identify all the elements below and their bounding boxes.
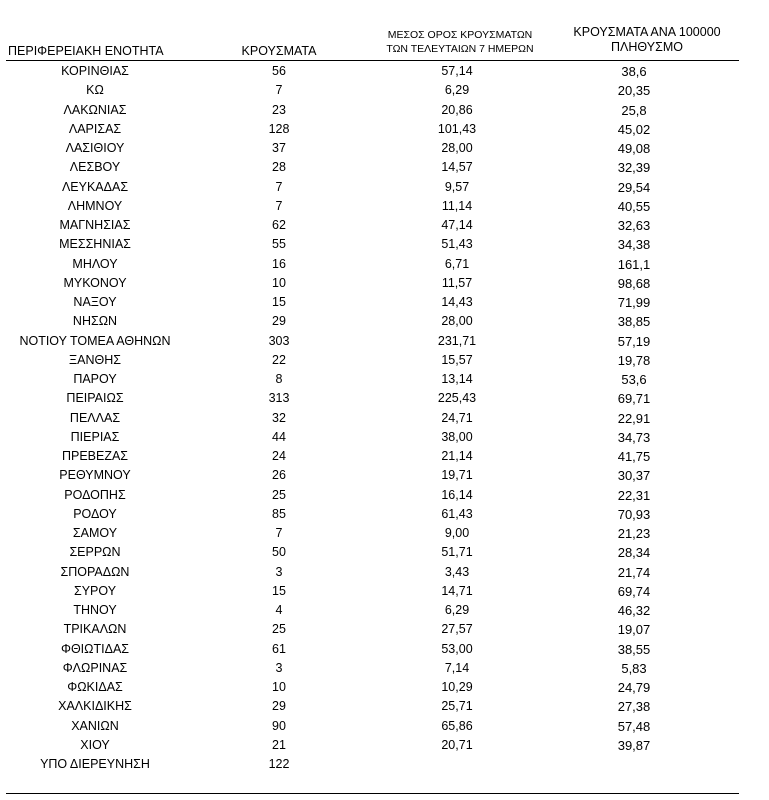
cell-avg-7-days: 101,43 bbox=[437, 121, 477, 136]
cell-avg-7-days: 20,71 bbox=[441, 737, 473, 752]
cell-cases: 21 bbox=[272, 737, 286, 752]
table-row bbox=[0, 736, 769, 755]
cell-cases: 16 bbox=[272, 256, 286, 271]
cell-region: ΣΑΜΟΥ bbox=[72, 526, 118, 540]
cell-region: ΞΑΝΘΗΣ bbox=[69, 352, 121, 367]
cell-per-100k: 69,71 bbox=[617, 391, 651, 407]
cell-region: ΛΕΥΚΑΔΑΣ bbox=[61, 179, 129, 194]
table-row bbox=[0, 447, 769, 466]
cell-avg-7-days: 10,29 bbox=[441, 680, 473, 694]
cell-cases: 3 bbox=[275, 660, 283, 675]
table-row bbox=[0, 563, 769, 582]
cell-avg-7-days: 9,57 bbox=[444, 179, 470, 194]
table-row bbox=[0, 678, 769, 697]
cell-avg-7-days: 61,43 bbox=[441, 506, 473, 521]
cell-avg-7-days: 15,57 bbox=[441, 352, 473, 367]
cell-per-100k: 34,38 bbox=[617, 237, 651, 253]
cell-cases: 7 bbox=[275, 179, 283, 194]
cell-avg-7-days: 225,43 bbox=[437, 391, 477, 406]
cell-region: ΛΑΣΙΘΙΟΥ bbox=[65, 141, 125, 155]
cell-cases: 26 bbox=[272, 468, 286, 483]
header-per-line-1: ΚΡΟΥΣΜΑΤΑ ΑΝΑ 100000 bbox=[573, 25, 721, 39]
cell-cases: 56 bbox=[272, 64, 286, 78]
cell-avg-7-days: 47,14 bbox=[441, 218, 473, 232]
cell-avg-7-days: 28,00 bbox=[441, 141, 473, 155]
cell-region: ΜΥΚΟΝΟΥ bbox=[63, 275, 127, 290]
header-per-100k bbox=[555, 25, 739, 55]
cell-cases: 37 bbox=[272, 141, 286, 155]
table-row bbox=[0, 101, 769, 120]
cell-cases: 128 bbox=[268, 121, 290, 136]
table-row bbox=[0, 389, 769, 408]
cell-avg-7-days: 21,14 bbox=[441, 449, 473, 463]
cell-avg-7-days: 6,29 bbox=[444, 603, 470, 617]
cell-cases: 50 bbox=[272, 545, 286, 560]
cell-region: ΜΕΣΣΗΝΙΑΣ bbox=[59, 237, 131, 252]
table-row bbox=[0, 312, 769, 331]
cell-cases: 313 bbox=[268, 391, 290, 406]
cell-avg-7-days: 24,71 bbox=[441, 410, 473, 425]
table-row bbox=[0, 620, 769, 639]
cell-per-100k: 32,39 bbox=[617, 160, 651, 176]
cell-per-100k: 40,55 bbox=[617, 198, 651, 214]
cell-region: ΝΗΣΩΝ bbox=[72, 314, 118, 329]
cell-per-100k: 29,54 bbox=[617, 179, 651, 195]
cell-avg-7-days: 231,71 bbox=[437, 333, 477, 348]
table-body bbox=[0, 62, 769, 774]
cell-per-100k: 21,74 bbox=[617, 564, 651, 580]
cell-cases: 23 bbox=[272, 102, 286, 117]
cell-avg-7-days: 9,00 bbox=[444, 526, 470, 540]
table-row bbox=[0, 640, 769, 659]
cell-avg-7-days: 11,57 bbox=[441, 275, 473, 290]
cell-cases: 15 bbox=[272, 583, 286, 598]
header-cases: ΚΡΟΥΣΜΑΤΑ bbox=[241, 44, 317, 58]
cell-cases: 3 bbox=[275, 564, 283, 579]
cell-per-100k: 27,38 bbox=[617, 699, 651, 715]
cell-per-100k: 38,55 bbox=[617, 641, 651, 657]
cell-cases: 4 bbox=[275, 603, 283, 617]
header-per-line-2: ΠΛΗΘΥΣΜΟ bbox=[611, 40, 683, 54]
table-row bbox=[0, 178, 769, 197]
cell-cases: 85 bbox=[272, 506, 286, 521]
cell-per-100k: 46,32 bbox=[617, 603, 651, 618]
cell-avg-7-days: 19,71 bbox=[441, 468, 473, 483]
table-row bbox=[0, 120, 769, 139]
cell-per-100k: 45,02 bbox=[617, 121, 651, 137]
table-row bbox=[0, 158, 769, 177]
cell-per-100k: 49,08 bbox=[617, 141, 651, 156]
table-row bbox=[0, 235, 769, 254]
cell-per-100k: 41,75 bbox=[617, 449, 651, 464]
cell-region: ΤΗΝΟΥ bbox=[73, 603, 117, 617]
cell-per-100k: 57,48 bbox=[617, 718, 651, 734]
cell-cases: 25 bbox=[272, 487, 286, 502]
cell-region: ΤΡΙΚΑΛΩΝ bbox=[63, 622, 127, 637]
cell-cases: 7 bbox=[275, 83, 283, 98]
cell-cases: 7 bbox=[275, 526, 283, 540]
cell-per-100k: 5,83 bbox=[621, 660, 647, 676]
cell-per-100k: 39,87 bbox=[617, 737, 651, 753]
cell-avg-7-days: 14,71 bbox=[441, 583, 473, 598]
cell-avg-7-days: 65,86 bbox=[441, 718, 473, 733]
cell-per-100k: 19,78 bbox=[617, 352, 651, 368]
table-row bbox=[0, 197, 769, 216]
table-row bbox=[0, 293, 769, 312]
cell-cases: 15 bbox=[272, 295, 286, 309]
cell-cases: 62 bbox=[272, 218, 286, 232]
cell-per-100k: 20,35 bbox=[617, 83, 651, 99]
table-row bbox=[0, 370, 769, 389]
cell-per-100k: 25,8 bbox=[621, 102, 647, 118]
table-row bbox=[0, 524, 769, 543]
cell-per-100k: 38,6 bbox=[621, 64, 647, 79]
cell-per-100k: 70,93 bbox=[617, 506, 651, 522]
cell-cases: 122 bbox=[268, 757, 290, 771]
cell-cases: 29 bbox=[272, 314, 286, 329]
cell-per-100k: 57,19 bbox=[617, 333, 651, 349]
cell-region: ΜΑΓΝΗΣΙΑΣ bbox=[59, 218, 131, 232]
table-row bbox=[0, 601, 769, 620]
cell-region: ΧΙΟΥ bbox=[80, 737, 110, 752]
cell-cases: 8 bbox=[275, 372, 283, 386]
cell-per-100k: 161,1 bbox=[617, 256, 651, 272]
cell-cases: 44 bbox=[272, 429, 286, 444]
cell-per-100k: 98,68 bbox=[617, 275, 651, 291]
cell-region: ΠΑΡΟΥ bbox=[73, 372, 117, 386]
header-region: ΠΕΡΙΦΕΡΕΙΑΚΗ ΕΝΟΤΗΤΑ bbox=[8, 44, 164, 58]
table-row bbox=[0, 139, 769, 158]
cell-region: ΣΕΡΡΩΝ bbox=[69, 545, 121, 560]
cell-per-100k: 28,34 bbox=[617, 545, 651, 561]
cell-avg-7-days: 11,14 bbox=[441, 198, 473, 213]
table-row bbox=[0, 466, 769, 485]
table-row bbox=[0, 332, 769, 351]
cell-region: ΛΑΚΩΝΙΑΣ bbox=[63, 102, 127, 117]
cell-per-100k: 21,23 bbox=[617, 526, 651, 541]
cell-region: ΣΥΡΟΥ bbox=[73, 583, 117, 598]
cell-region: ΛΗΜΝΟΥ bbox=[67, 198, 123, 213]
cell-cases: 29 bbox=[272, 699, 286, 714]
cell-region: ΦΛΩΡΙΝΑΣ bbox=[62, 660, 128, 675]
cell-cases: 22 bbox=[272, 352, 286, 367]
cell-region: ΠΙΕΡΙΑΣ bbox=[70, 429, 120, 444]
table-row bbox=[0, 543, 769, 562]
cell-cases: 10 bbox=[272, 680, 286, 694]
table-row bbox=[0, 428, 769, 447]
cell-region: ΣΠΟΡΑΔΩΝ bbox=[60, 564, 130, 579]
table-row bbox=[0, 255, 769, 274]
cell-per-100k: 22,91 bbox=[617, 410, 651, 426]
cell-per-100k: 22,31 bbox=[617, 487, 651, 503]
cell-region: ΡΟΔΟΠΗΣ bbox=[64, 487, 126, 502]
cell-region: ΠΡΕΒΕΖΑΣ bbox=[61, 449, 129, 463]
table-row bbox=[0, 582, 769, 601]
table-row bbox=[0, 717, 769, 736]
cell-region: ΚΩ bbox=[86, 83, 104, 98]
cell-per-100k: 19,07 bbox=[617, 622, 651, 638]
cell-cases: 303 bbox=[268, 333, 290, 348]
cell-per-100k: 69,74 bbox=[617, 583, 651, 599]
header-avg-line-1: ΜΕΣΟΣ ΟΡΟΣ ΚΡΟΥΣΜΑΤΩΝ bbox=[387, 29, 533, 41]
cell-region: ΦΩΚΙΔΑΣ bbox=[67, 680, 123, 694]
cell-cases: 32 bbox=[272, 410, 286, 425]
cell-avg-7-days: 51,71 bbox=[441, 545, 473, 560]
table-row bbox=[0, 697, 769, 716]
table-row bbox=[0, 62, 769, 81]
footer-divider bbox=[6, 793, 739, 794]
cell-region: ΧΑΝΙΩΝ bbox=[71, 718, 119, 733]
cell-avg-7-days: 6,29 bbox=[444, 83, 470, 98]
header-avg-7-days bbox=[362, 28, 558, 56]
header-divider bbox=[6, 60, 739, 61]
cell-avg-7-days: 3,43 bbox=[444, 564, 470, 579]
cell-avg-7-days: 38,00 bbox=[441, 429, 473, 444]
cell-region: ΠΕΙΡΑΙΩΣ bbox=[66, 391, 124, 406]
table-row bbox=[0, 755, 769, 774]
cell-avg-7-days: 25,71 bbox=[441, 699, 473, 714]
table-row bbox=[0, 659, 769, 678]
cell-cases: 61 bbox=[272, 641, 286, 656]
cell-avg-7-days: 51,43 bbox=[441, 237, 473, 252]
cell-cases: 55 bbox=[272, 237, 286, 252]
table-row bbox=[0, 486, 769, 505]
cell-cases: 24 bbox=[272, 449, 286, 463]
cell-region: ΝΟΤΙΟΥ ΤΟΜΕΑ ΑΘΗΝΩΝ bbox=[19, 333, 171, 348]
cell-avg-7-days: 7,14 bbox=[444, 660, 470, 675]
cell-avg-7-days: 57,14 bbox=[441, 64, 473, 78]
cell-per-100k: 32,63 bbox=[617, 218, 651, 233]
cell-avg-7-days: 14,57 bbox=[441, 160, 473, 175]
cell-avg-7-days: 53,00 bbox=[441, 641, 473, 656]
cell-cases: 25 bbox=[272, 622, 286, 637]
cell-region: ΝΑΞΟΥ bbox=[73, 295, 117, 309]
cell-per-100k: 38,85 bbox=[617, 314, 651, 330]
cell-per-100k: 53,6 bbox=[621, 372, 647, 387]
cell-region: ΚΟΡΙΝΘΙΑΣ bbox=[61, 64, 129, 78]
cell-avg-7-days: 13,14 bbox=[441, 372, 473, 386]
cell-cases: 10 bbox=[272, 275, 286, 290]
table-row bbox=[0, 409, 769, 428]
cell-region: ΜΗΛΟΥ bbox=[72, 256, 118, 271]
cell-region: ΠΕΛΛΑΣ bbox=[69, 410, 121, 425]
cell-region: ΛΑΡΙΣΑΣ bbox=[68, 121, 122, 136]
cell-per-100k: 71,99 bbox=[617, 295, 651, 310]
cell-cases: 7 bbox=[275, 198, 283, 213]
table-row bbox=[0, 505, 769, 524]
cell-avg-7-days: 6,71 bbox=[444, 256, 470, 271]
table-row bbox=[0, 274, 769, 293]
cell-region: ΡΕΘΥΜΝΟΥ bbox=[59, 468, 131, 483]
table-row bbox=[0, 351, 769, 370]
cell-per-100k: 24,79 bbox=[617, 680, 651, 695]
cell-region: ΥΠΟ ΔΙΕΡΕΥΝΗΣΗ bbox=[40, 757, 150, 771]
cell-region: ΡΟΔΟΥ bbox=[73, 506, 117, 521]
cell-avg-7-days: 16,14 bbox=[441, 487, 473, 502]
cell-per-100k: 34,73 bbox=[617, 429, 651, 445]
cell-cases: 90 bbox=[272, 718, 286, 733]
cell-region: ΛΕΣΒΟΥ bbox=[69, 160, 121, 175]
table-row bbox=[0, 81, 769, 100]
cell-avg-7-days: 27,57 bbox=[441, 622, 473, 637]
cell-avg-7-days: 28,00 bbox=[441, 314, 473, 329]
cell-region: ΧΑΛΚΙΔΙΚΗΣ bbox=[58, 699, 132, 714]
header-avg-line-2: ΤΩΝ ΤΕΛΕΥΤΑΙΩΝ 7 ΗΜΕΡΩΝ bbox=[386, 43, 534, 55]
cell-avg-7-days: 14,43 bbox=[441, 295, 473, 309]
cell-region: ΦΘΙΩΤΙΔΑΣ bbox=[60, 641, 130, 656]
table-row bbox=[0, 216, 769, 235]
cell-cases: 28 bbox=[272, 160, 286, 175]
cell-avg-7-days: 20,86 bbox=[441, 102, 473, 117]
cell-per-100k: 30,37 bbox=[617, 468, 651, 484]
